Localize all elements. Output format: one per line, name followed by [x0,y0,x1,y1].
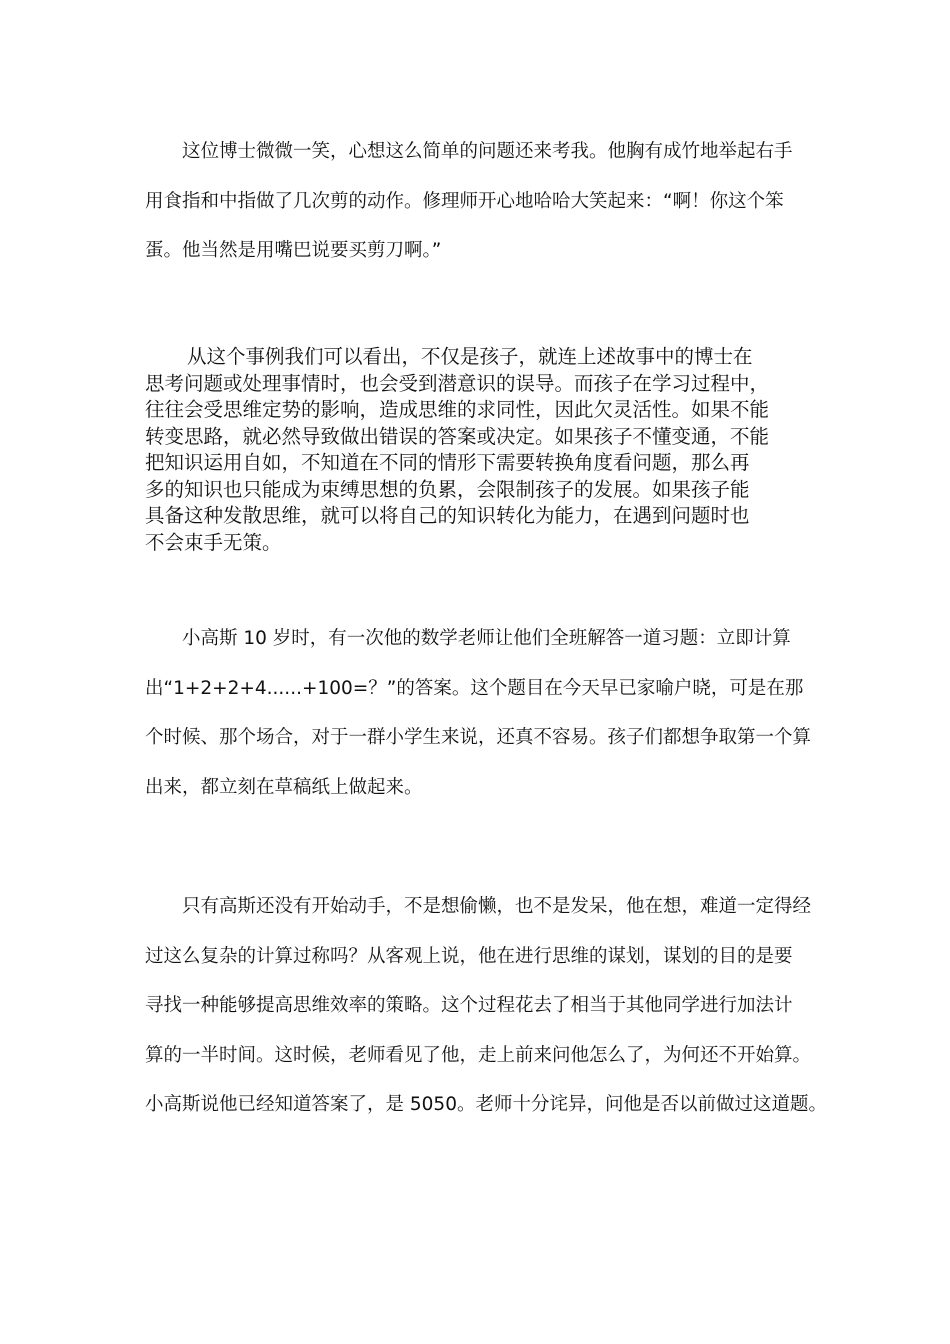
paragraph-doctor-story [145,140,825,289]
paragraph-line: 把知识运用自如，不知道在不同的情形下需要转换角度看问题，那么再 [145,451,750,474]
paragraph-line: 转变思路，就必然导致做出错误的答案或决定。如果孩子不懂变通，不能 [145,424,770,448]
paragraph-line: 只有高斯还没有开始动手，不是想偷懒，也不是发呆，他在想，难道一定得经 [182,896,812,917]
paragraph-line: 多的知识也只能成为束缚思想的负累，会限制孩子的发展。如果孩子能 [145,477,750,501]
paragraph-line: 从这个事例我们可以看出，不仅是孩子，就连上述故事中的博士在 [187,345,753,368]
paragraph-line: 用食指和中指做了几次剪的动作。修理师开心地哈哈大笑起来：“啊！你这个笨 [145,190,784,212]
paragraph-gauss-thinking [145,895,825,1143]
paragraph-line: 小高斯说他已经知道答案了，是 5050。老师十分诧异，问他是否以前做过这道题。 [145,1094,827,1115]
paragraph-line: 具备这种发散思维，就可以将自己的知识转化为能力，在遇到问题时也 [145,504,750,527]
paragraph-line: 出来，都立刻在草稿纸上做起来。 [145,776,423,798]
paragraph-line: 蛋。他当然是用嘴巴说要买剪刀啊。” [145,240,442,261]
paragraph-line: 寻找一种能够提高思维效率的策略。这个过程花去了相当于其他同学进行加法计 [145,995,793,1016]
paragraph-line: 个时候、那个场合，对于一群小学生来说，还真不容易。孩子们都想争取第一个算 [145,727,812,748]
paragraph-line: 思考问题或处理事情时，也会受到潜意识的误导。而孩子在学习过程中， [145,371,770,395]
paragraph-line: 出“1+2+2+4......+100=？”的答案。这个题目在今天早已家喻户晓，可是在那 [145,677,804,699]
paragraph-line: 往往会受思维定势的影响，造成思维的求同性，因此欠灵活性。如果不能 [145,398,770,421]
paragraph-line: 小高斯 10 岁时，有一次他的数学老师让他们全班解答一道习题：立即计算 [182,628,791,649]
paragraph-subconscious [145,344,825,556]
paragraph-line: 不会束手无策。 [145,530,282,554]
paragraph-gauss-intro [145,627,825,825]
paragraph-line: 过这么复杂的计算过称吗？从客观上说，他在进行思维的谋划，谋划的目的是要 [145,945,793,967]
paragraph-line: 算的一半时间。这时候，老师看见了他，走上前来问他怎么了，为何还不开始算。 [145,1044,812,1066]
paragraph-line: 这位博士微微一笑，心想这么简单的问题还来考我。他胸有成竹地举起右手 [182,141,793,162]
